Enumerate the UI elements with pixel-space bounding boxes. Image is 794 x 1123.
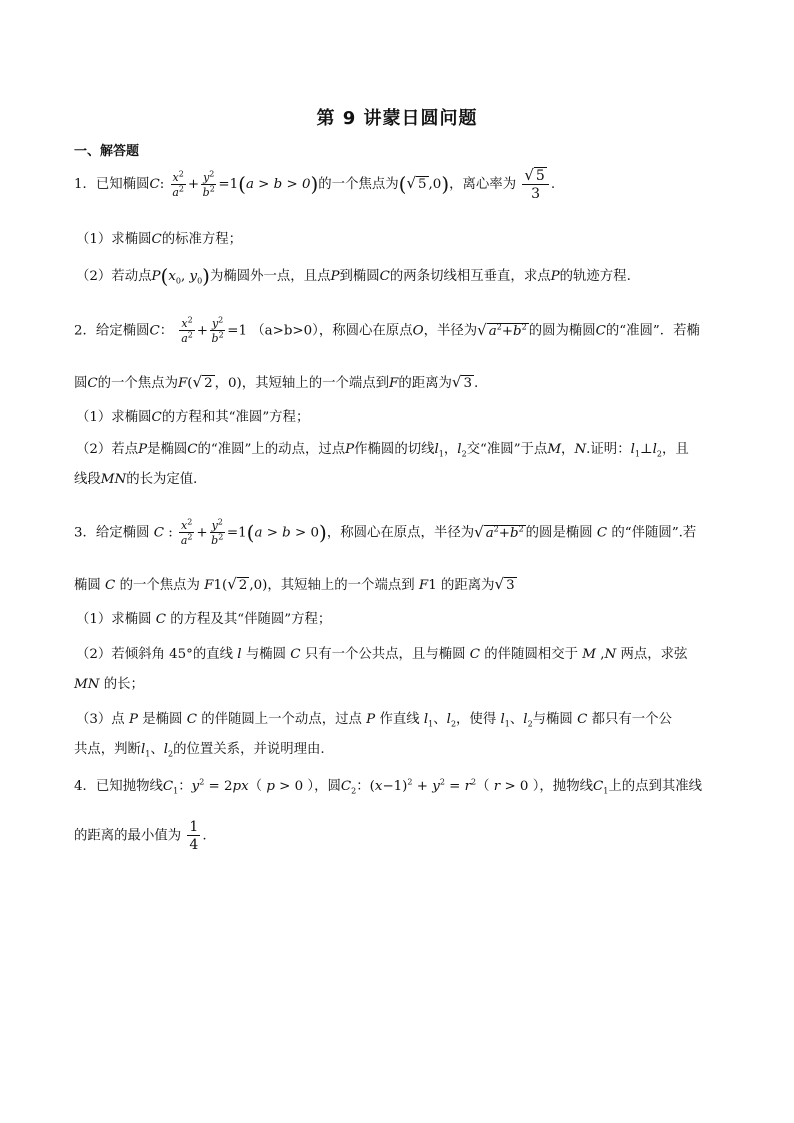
text: （3）点 [76,712,125,727]
text: 的“准圆”．若椭 [605,323,700,339]
sqrt: √ 2 [227,575,248,593]
text: 两点，求弦 [620,647,688,662]
problem-1-part-2: （2）若动点$P(x_0$, $y_0$)为椭圆外一点，且点P到椭圆C的两条切线相互垂直，求点P的轨迹方程. [76,264,631,288]
text: （2）若倾斜角 45°的直线 [76,647,234,662]
text: ，且 [661,442,689,457]
fraction: $\frac{y^2}{b^2}$ [211,315,224,345]
text: 上的点到其准线 [608,779,703,794]
text: ），抛物线 [532,779,593,794]
text: 的距离的最小值为 [74,828,182,844]
text: （ [476,779,490,794]
text: （1）求椭圆 [76,232,152,247]
problem-2-part-2: （2）若点P是椭圆C的“准圆”上的动点，过点P作椭圆的切线$l_1$，$l_2$交“准圆”于点M，N.证明：$l_1\perp l_2$，且 [76,442,689,459]
text: 的伴随圆上一个动点，过点 [201,712,362,727]
text: （1）求椭圆 [76,410,152,425]
fraction: $\frac{x^2}{a^2}$ [180,517,193,547]
text: 的一个焦点为 [119,578,200,593]
text: 线段 [74,472,101,487]
text: 的方程和其“准圆”方程； [161,410,310,425]
text: 的两条切线相互垂直，求点 [389,269,551,284]
problem-1-statement: 1．已知椭圆C: $\frac{x^2}{a^2}$ + $\frac{y^2}{b^2}$ =1(a > b > 0)的一个焦点为(√ 5 ,0)，离心率为 $\frac{√ 5}{3}$ . [74,166,556,202]
problem-4-statement-line-2: 的距离的最小值为 $\frac{1}{4}$ . [74,819,207,853]
text: 的圆为椭圆 [528,323,596,339]
text: 为椭圆外一点，且点 [209,269,331,284]
fraction: $\frac{1}{4}$ [189,819,199,853]
text: ，0)，其短轴上的一个端点到 [214,376,390,391]
problem-number: 3． [74,525,96,541]
text: 的伴随圆相交于 [484,647,579,662]
text: 的一个焦点为 [97,376,178,391]
sqrt: √ 3 [494,575,515,593]
text: 共点，判断 [74,742,141,757]
text: 已知抛物线 [95,779,163,794]
text: ，离心率为 [449,177,517,192]
text: 椭圆 [74,578,101,593]
sqrt: √ $a^2+b^2$ [474,522,524,541]
problem-3-part-3-line-2: 共点，判断$l_1$、$l_2$的位置关系，并说明理由. [74,742,325,759]
text: 的标准方程； [161,232,243,247]
text: 只有一个公共点，且与椭圆 [304,647,466,662]
sqrt: √ $a^2+b^2$ [477,320,527,339]
problem-3-part-1: （1）求椭圆 C 的方程及其“伴随圆”方程； [76,612,332,627]
condition: a > b > 0 [245,177,311,192]
text: 的“伴随圆”.若 [611,525,697,541]
text: （a>b>0），称圆心在原点 [251,323,413,339]
fraction: $\frac{x^2}{a^2}$ [181,315,193,345]
problem-3-statement-line-2: 椭圆 C 的一个焦点为 F1(√ 2 ,0)，其短轴上的一个端点到 F1 的距离为√ 3 [74,574,517,596]
problem-number: 4． [74,779,96,794]
text: 圆 [74,376,88,391]
text: ，半径为 [423,323,478,339]
problem-3-statement: 3．给定椭圆 C : $\frac{x^2}{a^2}$ + $\frac{y^2}{b^2}$ =1(a > b > 0)，称圆心在原点，半径为√ $a^2+b^2$ 的圆是椭圆 C 的“伴随圆”.若 [74,517,697,547]
text: ，称圆心在原点，半径为 [326,525,475,541]
text: 给定椭圆 [95,323,150,339]
fraction: $\frac{√ 5}{3}$ [522,168,548,201]
text: 的长； [103,677,144,692]
text: 交“准圆”于点 [466,442,548,457]
sqrt: √ 5 [406,174,427,192]
text: 作椭圆的切线 [354,442,435,457]
text: 给定椭圆 [95,525,150,541]
problem-3-part-3: （3）点 P 是椭圆 C 的伴随圆上一个动点，过点 P 作直线 $l_1$、$l_2$，使得 $l_1$、$l_2$与椭圆 C 都只有一个公 [76,712,672,729]
text: 的位置关系，并说明理由. [173,742,325,757]
text: 作直线 [379,712,420,727]
problem-2-statement-line-2: 圆C的一个焦点为F(√ 2 ，0)，其短轴上的一个端点到F的距离为√ 3 . [74,372,478,394]
text: 已知椭圆 [95,177,150,192]
text: 的距离为 [398,376,452,391]
text: 与椭圆 [245,647,287,662]
problem-2-part-1: （1）求椭圆C的方程和其“准圆”方程； [76,410,310,425]
problem-2-part-2-line-2: 线段MN的长为定值． [74,472,207,487]
text: 的“准圆”上的动点，过点 [197,442,346,457]
problem-2-statement: 2．给定椭圆C： $\frac{x^2}{a^2}$ + $\frac{y^2}{b^2}$ =1 （a>b>0），称圆心在原点O，半径为√ $a^2+b^2$ 的圆为椭圆C的“准圆”．若椭 [74,315,700,345]
fraction: $\frac{x^2}{a^2}$ [172,168,184,199]
page-title: 第 9 讲蒙日圆问题 [316,108,478,129]
text: （1）求椭圆 [76,612,152,627]
text: ），圆 [307,779,341,794]
problem-3-part-2-line-2: MN 的长； [74,677,144,692]
text: ，其短轴上的一个端点到 [267,578,415,593]
text: 的方程及其“伴随圆”方程； [170,612,332,627]
text: （2）若点 [76,442,139,457]
problem-3-part-2: （2）若倾斜角 45°的直线 l 与椭圆 C 只有一个公共点，且与椭圆 C 的伴随圆相交于 M ,N 两点，求弦 [76,647,688,662]
fraction: $\frac{y^2}{b^2}$ [211,517,224,547]
text: 到椭圆 [339,269,380,284]
problem-1-part-1: （1）求椭圆C的标准方程； [76,232,243,247]
text: 的距离为 [440,578,495,593]
fraction: $\frac{y^2}{b^2}$ [202,168,215,199]
text: ，使得 [456,712,497,727]
text: 的长为定值． [126,472,207,487]
problem-4-statement: 4．已知抛物线$C_1$：$y^2 = 2px$（ p > 0 ），圆$C_2$：$(x-1)^2 + y^2 = r^2$（ r > 0 ），抛物线$C_1$上的点到其准线 [74,777,703,796]
text: 的一个焦点为 [318,177,399,192]
text: 是椭圆 [142,712,183,727]
sqrt: √ 3 [451,373,472,391]
problem-number: 2． [74,323,96,339]
text: 的轨迹方程. [559,269,631,284]
text: 是椭圆 [147,442,188,457]
section-heading: 一、解答题 [74,144,140,159]
text: （2）若动点 [76,269,152,284]
text: （ [248,779,263,794]
problem-number: 1． [74,177,96,192]
text: 都只有一个公 [591,712,672,727]
sqrt: √ 2 [192,373,213,391]
text: 的圆是椭圆 [525,525,593,541]
text: 与椭圆 [532,712,573,727]
text: 证明： [590,442,631,457]
